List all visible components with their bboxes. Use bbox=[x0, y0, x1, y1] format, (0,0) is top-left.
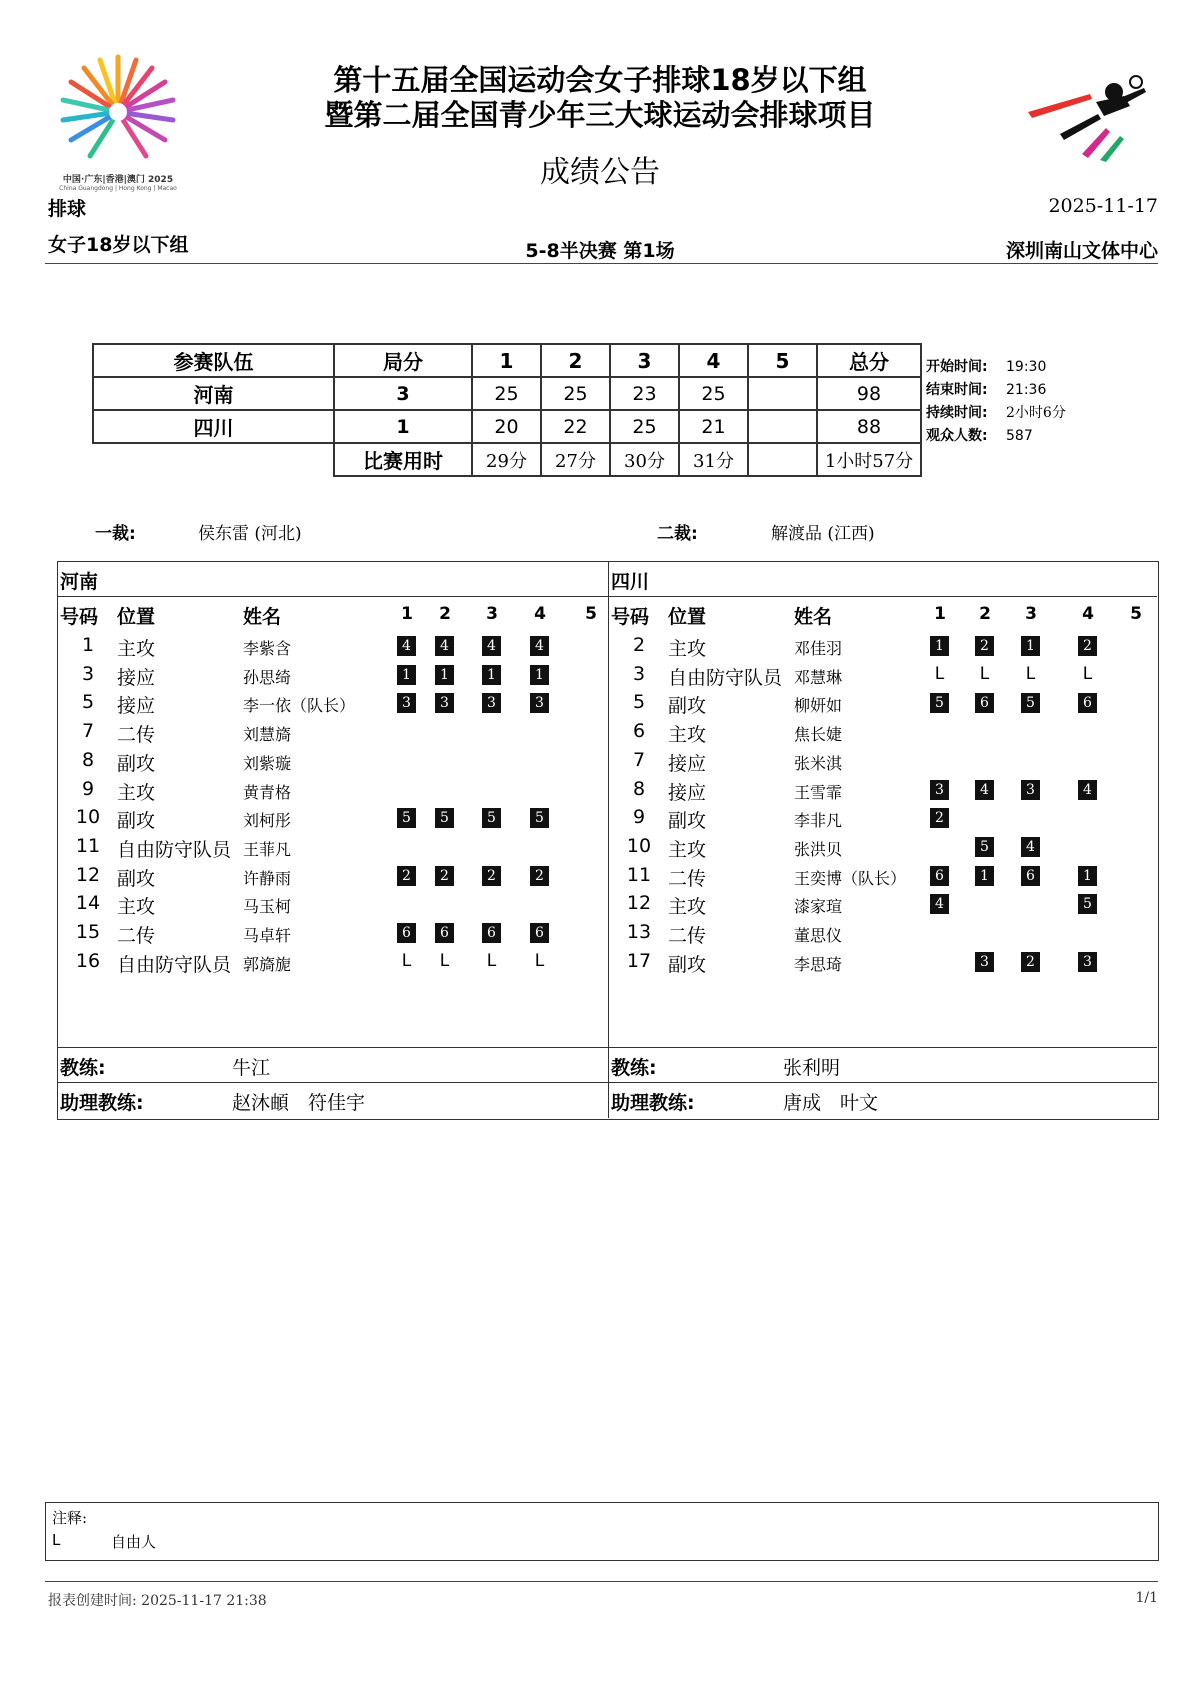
libero-mark: L bbox=[1082, 663, 1093, 684]
player-position: 副攻 bbox=[668, 810, 707, 833]
player-name: 郭旖旎 bbox=[243, 954, 292, 974]
player-position: 主攻 bbox=[117, 638, 156, 660]
end-time: 结束时间: 21:36 bbox=[926, 382, 1047, 398]
header-set4: 4 bbox=[679, 344, 748, 377]
player-name: 邓慧琳 bbox=[794, 667, 843, 687]
starting-position-badge: 2 bbox=[435, 866, 454, 886]
player-number: 9 bbox=[81, 777, 95, 800]
set-duration: 31分 bbox=[679, 443, 748, 476]
player-name: 王菲凡 bbox=[243, 839, 292, 859]
starting-position-badge: 5 bbox=[530, 808, 549, 828]
total-duration: 1小时57分 bbox=[817, 443, 921, 476]
set-score: 21 bbox=[679, 410, 748, 443]
round-label: 5-8半决赛 第1场 bbox=[525, 240, 675, 262]
starting-position-badge: 5 bbox=[482, 808, 501, 828]
col-set: 2 bbox=[439, 604, 451, 624]
header-total: 总分 bbox=[817, 344, 921, 377]
score-header-row bbox=[93, 344, 921, 377]
first-referee: 侯东雷 (河北) bbox=[198, 524, 302, 544]
match-duration: 持续时间: 2小时6分 bbox=[926, 405, 1066, 421]
starting-position-badge: 4 bbox=[397, 636, 416, 656]
player-position: 主攻 bbox=[668, 724, 707, 747]
player-name: 王奕博（队长） bbox=[794, 868, 907, 888]
set-score bbox=[748, 377, 817, 410]
player-number: 14 bbox=[75, 892, 101, 915]
notes-label: 注释: bbox=[52, 1509, 88, 1527]
starting-position-badge: 6 bbox=[1078, 693, 1097, 713]
player-number: 10 bbox=[75, 806, 101, 829]
page-number: 1/1 bbox=[1135, 1590, 1158, 1606]
libero-mark: L bbox=[534, 950, 545, 971]
player-name: 刘柯彤 bbox=[243, 811, 292, 831]
notes-panel bbox=[45, 1502, 1159, 1561]
starting-position-badge: 6 bbox=[975, 693, 994, 713]
assistant-coach-names: 赵沐頔 符佳宇 bbox=[232, 1092, 366, 1114]
set-score bbox=[748, 410, 817, 443]
player-name: 刘紫璇 bbox=[243, 753, 292, 773]
header-set3: 3 bbox=[610, 344, 679, 377]
coach-label: 教练: bbox=[60, 1057, 106, 1079]
player-number: 7 bbox=[81, 720, 95, 743]
player-name: 李紫含 bbox=[243, 639, 292, 658]
starting-position-badge: 3 bbox=[482, 693, 501, 713]
player-number: 3 bbox=[81, 662, 95, 685]
assistant-coach-label: 助理教练: bbox=[60, 1092, 144, 1114]
header-team: 参赛队伍 bbox=[93, 344, 334, 377]
set-score: 25 bbox=[679, 377, 748, 410]
col-set: 1 bbox=[401, 604, 413, 624]
total-score: 88 bbox=[817, 410, 921, 443]
player-number: 10 bbox=[626, 834, 652, 857]
starting-position-badge: 2 bbox=[482, 866, 501, 886]
player-name: 刘慧旖 bbox=[243, 725, 292, 745]
player-name: 许静雨 bbox=[243, 868, 292, 888]
starting-position-badge: 1 bbox=[1078, 866, 1097, 886]
col-number: 号码 bbox=[60, 606, 99, 628]
player-name: 柳妍如 bbox=[794, 696, 843, 716]
roster-team-name: 河南 bbox=[60, 571, 99, 593]
score-table bbox=[92, 343, 922, 477]
team-name: 河南 bbox=[93, 377, 334, 410]
set-duration: 27分 bbox=[541, 443, 610, 476]
set-score: 22 bbox=[541, 410, 610, 443]
player-number: 12 bbox=[626, 892, 652, 915]
starting-position-badge: 2 bbox=[1021, 952, 1040, 972]
roster-team-name: 四川 bbox=[611, 571, 650, 593]
player-name: 王雪霏 bbox=[794, 782, 843, 802]
header-divider bbox=[45, 263, 1158, 264]
player-number: 17 bbox=[626, 949, 652, 972]
duration-row bbox=[93, 443, 921, 476]
player-number: 6 bbox=[632, 720, 646, 743]
player-number: 15 bbox=[75, 921, 101, 943]
player-number: 7 bbox=[632, 748, 646, 771]
set-duration: 29分 bbox=[472, 443, 541, 476]
player-position: 接应 bbox=[668, 752, 707, 775]
col-set: 5 bbox=[1130, 604, 1142, 624]
starting-position-badge: 4 bbox=[530, 636, 549, 656]
starting-position-badge: 6 bbox=[482, 923, 501, 943]
coach-name: 牛江 bbox=[232, 1057, 271, 1079]
starting-position-badge: 5 bbox=[1078, 894, 1097, 914]
player-position: 接应 bbox=[117, 695, 156, 718]
starting-position-badge: 2 bbox=[397, 866, 416, 886]
category-label: 女子18岁以下组 bbox=[48, 234, 189, 256]
starting-position-badge: 2 bbox=[530, 866, 549, 886]
player-position: 二传 bbox=[668, 867, 707, 890]
score-row-sichuan bbox=[93, 410, 921, 443]
libero-mark: L bbox=[979, 663, 990, 684]
starting-position-badge: 4 bbox=[1021, 837, 1040, 857]
logo-caption-1: 中国·广东|香港|澳门 2025 bbox=[62, 175, 174, 185]
starting-position-badge: 3 bbox=[930, 780, 949, 800]
starting-position-badge: 3 bbox=[530, 693, 549, 713]
starting-position-badge: 6 bbox=[397, 923, 416, 943]
roster-line bbox=[57, 1082, 1157, 1083]
starting-position-badge: 3 bbox=[975, 952, 994, 972]
starting-position-badge: 6 bbox=[530, 923, 549, 943]
starting-position-badge: 1 bbox=[975, 866, 994, 886]
starting-position-badge: 4 bbox=[930, 894, 949, 914]
starting-position-badge: 2 bbox=[930, 808, 949, 828]
player-position: 副攻 bbox=[668, 695, 707, 718]
sets-won: 1 bbox=[334, 410, 472, 443]
title-line-1: 第十五届全国运动会女子排球18岁以下组 bbox=[333, 63, 867, 97]
starting-position-badge: 5 bbox=[1021, 693, 1040, 713]
starting-position-badge: 2 bbox=[1078, 636, 1097, 656]
player-name: 董思仪 bbox=[794, 926, 843, 945]
created-time: 报表创建时间: 2025-11-17 21:38 bbox=[48, 1593, 267, 1609]
total-score: 98 bbox=[817, 377, 921, 410]
player-position: 二传 bbox=[668, 925, 707, 947]
starting-position-badge: 1 bbox=[1021, 636, 1040, 656]
roster-line bbox=[57, 596, 1157, 597]
starting-position-badge: 3 bbox=[1021, 780, 1040, 800]
header-set1: 1 bbox=[472, 344, 541, 377]
player-number: 3 bbox=[632, 662, 646, 685]
player-number: 8 bbox=[632, 777, 646, 800]
player-number: 11 bbox=[75, 834, 101, 857]
col-set: 3 bbox=[486, 604, 498, 624]
player-position: 二传 bbox=[117, 724, 156, 747]
starting-position-badge: 6 bbox=[930, 866, 949, 886]
col-set: 1 bbox=[934, 604, 946, 624]
set-score: 23 bbox=[610, 377, 679, 410]
col-set: 2 bbox=[979, 604, 991, 624]
blank-cell bbox=[93, 443, 334, 476]
set-score: 25 bbox=[472, 377, 541, 410]
starting-position-badge: 6 bbox=[1021, 866, 1040, 886]
player-position: 副攻 bbox=[117, 810, 156, 833]
player-name: 张米淇 bbox=[794, 753, 843, 773]
starting-position-badge: 5 bbox=[930, 693, 949, 713]
player-name: 李思琦 bbox=[794, 954, 843, 974]
col-position: 位置 bbox=[668, 606, 707, 628]
set-duration: 30分 bbox=[610, 443, 679, 476]
player-number: 8 bbox=[81, 748, 95, 771]
col-set: 3 bbox=[1025, 604, 1037, 624]
player-name: 漆家瑄 bbox=[794, 897, 843, 917]
player-position: 自由防守队员 bbox=[117, 953, 232, 976]
col-set: 5 bbox=[585, 604, 597, 624]
first-referee-label: 一裁: bbox=[95, 524, 136, 544]
starting-position-badge: 2 bbox=[975, 636, 994, 656]
starting-position-badge: 3 bbox=[397, 693, 416, 713]
player-name: 焦长婕 bbox=[794, 725, 843, 745]
starting-position-badge: 5 bbox=[975, 837, 994, 857]
starting-position-badge: 5 bbox=[397, 808, 416, 828]
player-position: 自由防守队员 bbox=[117, 838, 232, 861]
starting-position-badge: 3 bbox=[1078, 952, 1097, 972]
roster-line bbox=[57, 1047, 1157, 1048]
player-position: 主攻 bbox=[117, 781, 156, 804]
libero-mark: L bbox=[439, 950, 450, 971]
libero-mark: L bbox=[486, 950, 497, 971]
player-position: 自由防守队员 bbox=[668, 666, 783, 689]
player-position: 主攻 bbox=[668, 838, 707, 861]
starting-position-badge: 5 bbox=[435, 808, 454, 828]
notes-code: L bbox=[52, 1531, 61, 1549]
start-time: 开始时间: 19:30 bbox=[926, 359, 1047, 375]
player-number: 5 bbox=[632, 691, 646, 714]
coach-label: 教练: bbox=[611, 1057, 657, 1079]
player-position: 接应 bbox=[668, 781, 707, 804]
second-referee: 解渡品 (江西) bbox=[771, 524, 875, 544]
player-number: 9 bbox=[632, 806, 646, 829]
player-name: 黄青格 bbox=[243, 782, 292, 802]
player-number: 2 bbox=[632, 634, 646, 656]
player-number: 1 bbox=[81, 634, 95, 656]
player-name: 李一依（队长） bbox=[243, 696, 356, 716]
starting-position-badge: 4 bbox=[1078, 780, 1097, 800]
volleyball-pictogram bbox=[1020, 72, 1160, 162]
assistant-coach-names: 唐成 叶文 bbox=[783, 1092, 879, 1114]
player-number: 13 bbox=[626, 921, 652, 943]
report-date: 2025-11-17 bbox=[1048, 195, 1158, 217]
starting-position-badge: 4 bbox=[975, 780, 994, 800]
player-position: 副攻 bbox=[668, 953, 707, 976]
audience: 观众人数: 587 bbox=[926, 428, 1033, 444]
sport-label: 排球 bbox=[48, 198, 87, 220]
player-name: 张洪贝 bbox=[794, 839, 843, 859]
team-name: 四川 bbox=[93, 410, 334, 443]
assistant-coach-label: 助理教练: bbox=[611, 1092, 695, 1114]
player-position: 主攻 bbox=[668, 896, 707, 919]
libero-mark: L bbox=[1025, 663, 1036, 684]
player-number: 12 bbox=[75, 863, 101, 886]
player-name: 马卓轩 bbox=[243, 926, 292, 945]
venue-label: 深圳南山文体中心 bbox=[1005, 240, 1158, 262]
set-duration bbox=[748, 443, 817, 476]
set-score: 25 bbox=[610, 410, 679, 443]
header-sets: 局分 bbox=[334, 344, 472, 377]
player-name: 邓佳羽 bbox=[794, 639, 843, 658]
starting-position-badge: 1 bbox=[397, 665, 416, 685]
starting-position-badge: 1 bbox=[482, 665, 501, 685]
player-name: 马玉柯 bbox=[243, 897, 292, 917]
header-set5: 5 bbox=[748, 344, 817, 377]
col-position: 位置 bbox=[117, 606, 156, 628]
player-position: 副攻 bbox=[117, 867, 156, 890]
starting-position-badge: 1 bbox=[435, 665, 454, 685]
sets-won: 3 bbox=[334, 377, 472, 410]
starting-position-badge: 4 bbox=[435, 636, 454, 656]
header-set2: 2 bbox=[541, 344, 610, 377]
starting-position-badge: 4 bbox=[482, 636, 501, 656]
player-position: 副攻 bbox=[117, 752, 156, 775]
starting-position-badge: 1 bbox=[930, 636, 949, 656]
logo-caption-2: China Guangdong | Hong Kong | Macao bbox=[59, 185, 177, 192]
player-number: 5 bbox=[81, 691, 95, 714]
player-name: 孙思绮 bbox=[243, 667, 292, 687]
duration-label: 比赛用时 bbox=[334, 443, 472, 476]
col-set: 4 bbox=[1082, 604, 1094, 624]
roster-divider bbox=[608, 561, 609, 1118]
set-score: 20 bbox=[472, 410, 541, 443]
volleyball-player-icon bbox=[1020, 72, 1160, 162]
player-number: 16 bbox=[75, 949, 101, 972]
col-set: 4 bbox=[534, 604, 546, 624]
col-number: 号码 bbox=[611, 606, 650, 628]
score-row-henan bbox=[93, 377, 921, 410]
starting-position-badge: 6 bbox=[435, 923, 454, 943]
player-position: 主攻 bbox=[117, 896, 156, 919]
starting-position-badge: 1 bbox=[530, 665, 549, 685]
second-referee-label: 二裁: bbox=[657, 524, 698, 544]
libero-mark: L bbox=[401, 950, 412, 971]
libero-mark: L bbox=[934, 663, 945, 684]
player-position: 二传 bbox=[117, 925, 156, 947]
col-name: 姓名 bbox=[243, 606, 282, 628]
title-announcement: 成绩公告 bbox=[540, 155, 660, 190]
notes-meaning: 自由人 bbox=[111, 1533, 157, 1551]
title-line-2: 暨第二届全国青少年三大球运动会排球项目 bbox=[324, 98, 876, 132]
coach-name: 张利明 bbox=[783, 1057, 841, 1079]
player-position: 主攻 bbox=[668, 638, 707, 660]
col-name: 姓名 bbox=[794, 606, 833, 628]
games-logo bbox=[48, 40, 188, 190]
footer-divider bbox=[45, 1581, 1158, 1582]
starting-position-badge: 3 bbox=[435, 693, 454, 713]
set-score: 25 bbox=[541, 377, 610, 410]
games-logo-icon bbox=[48, 40, 188, 170]
player-number: 11 bbox=[626, 863, 652, 886]
player-position: 接应 bbox=[117, 666, 156, 689]
player-name: 李非凡 bbox=[794, 811, 843, 831]
